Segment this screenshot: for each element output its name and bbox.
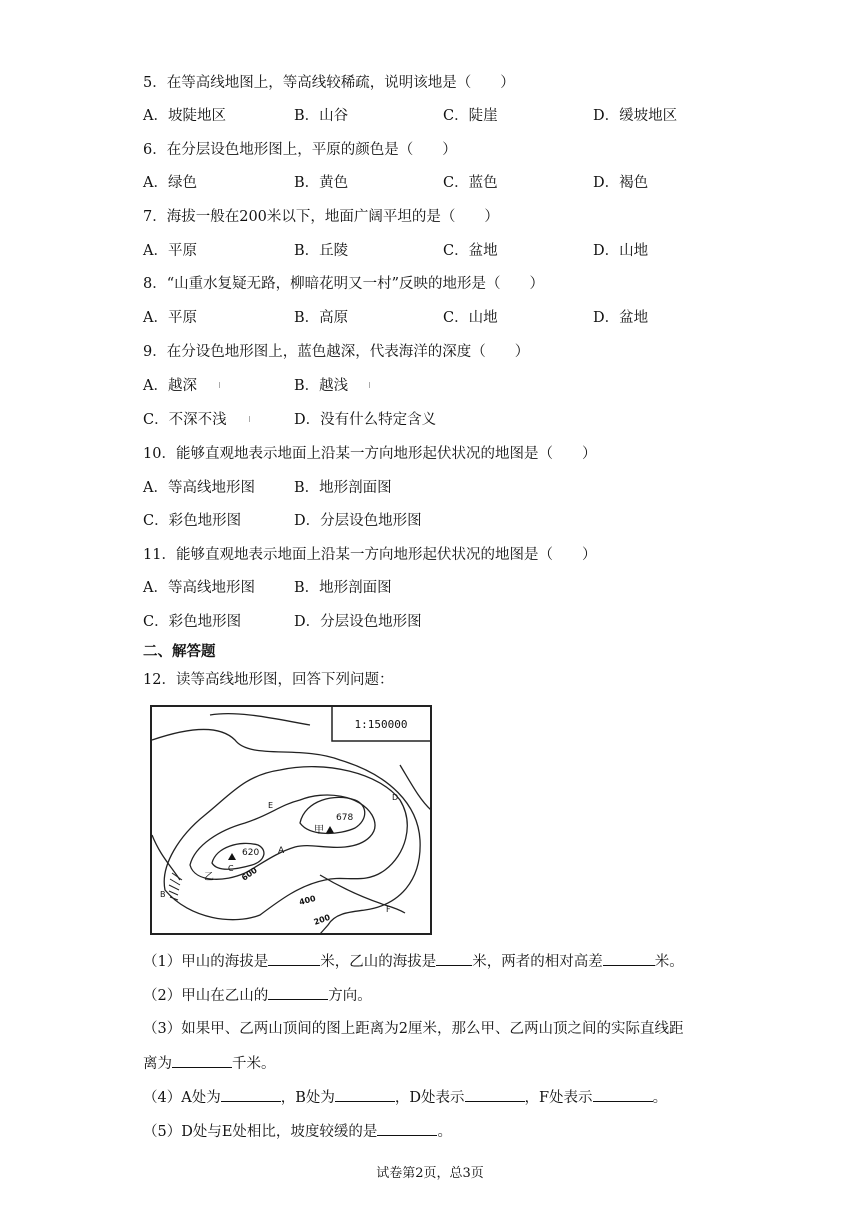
scan-mark — [249, 416, 250, 422]
q5-option-c: C．陡崖 — [443, 108, 498, 124]
q8-option-d: D．盆地 — [593, 310, 649, 326]
scan-mark — [219, 382, 220, 388]
q7-option-b: B．丘陵 — [294, 243, 349, 259]
answer-blank[interactable] — [465, 1087, 525, 1102]
scan-mark — [369, 382, 370, 388]
q8-option-b: B．高原 — [294, 310, 349, 326]
label-d: D — [392, 793, 399, 802]
q12-p1-text-b: 米，乙山的海拔是 — [320, 954, 437, 970]
section-heading: 二、解答题 — [143, 644, 216, 660]
label-620: 620 — [242, 848, 260, 858]
q12-part-3-cont — [143, 1053, 276, 1074]
map-scale: 1:150000 — [354, 718, 408, 731]
label-200: 200 — [312, 912, 332, 927]
q5-option-a: A．坡陡地区 — [143, 108, 226, 124]
q12-part-3: （3）如果甲、乙两山顶间的图上距离为2厘米，那么甲、乙两山顶之间的实际直线距 — [143, 1021, 684, 1037]
q11-option-c: C．彩色地形图 — [143, 614, 242, 630]
q12-p3-text-c: 千米。 — [232, 1056, 276, 1072]
q12-p4-text-e: 。 — [652, 1090, 668, 1106]
q7-option-a: A．平原 — [143, 243, 197, 259]
question-5-stem: 5．在等高线地图上，等高线较稀疏，说明该地是（ ） — [143, 75, 515, 91]
label-jia: 甲 — [314, 825, 324, 836]
q10-option-c: C．彩色地形图 — [143, 513, 242, 529]
q12-p1-text-d: 米。 — [654, 954, 684, 970]
q7-option-d: D．山地 — [593, 243, 649, 259]
q6-option-b: B．黄色 — [294, 175, 349, 191]
q5-option-b: B．山谷 — [294, 108, 349, 124]
q12-p4-text-d: ，F处表示 — [524, 1090, 593, 1106]
q8-option-a: A．平原 — [143, 310, 197, 326]
q12-p4-text-b: ，B处为 — [280, 1090, 335, 1106]
question-9-stem: 9．在分设色地形图上，蓝色越深，代表海洋的深度（ ） — [143, 344, 530, 360]
q6-option-d: D．褐色 — [593, 175, 649, 191]
answer-blank[interactable] — [268, 985, 328, 1000]
question-12-stem: 12．读等高线地形图，回答下列问题： — [143, 672, 394, 688]
q12-p3-text-b: 离为 — [143, 1056, 172, 1072]
q6-option-c: C．蓝色 — [443, 175, 498, 191]
label-c: C — [228, 864, 234, 873]
q10-option-d: D．分层设色地形图 — [294, 513, 422, 529]
q6-option-a: A．绿色 — [143, 175, 197, 191]
q9-option-c: C．不深不浅 — [143, 412, 227, 428]
q12-p2-text-b: 方向。 — [328, 988, 372, 1004]
q11-option-a: A．等高线地形图 — [143, 580, 255, 596]
label-b: B — [160, 890, 166, 899]
answer-blank[interactable] — [603, 951, 655, 966]
page-footer: 试卷第2页，总3页 — [376, 1166, 484, 1181]
q5-option-d: D．缓坡地区 — [593, 108, 678, 124]
q10-option-a: A．等高线地形图 — [143, 480, 255, 496]
q12-p5-text-a: （5）D处与E处相比，坡度较缓的是 — [143, 1124, 378, 1140]
question-11-stem: 11．能够直观地表示地面上沿某一方向地形起伏状况的地图是（ ） — [143, 547, 597, 563]
question-6-stem: 6．在分层设色地形图上，平原的颜色是（ ） — [143, 142, 457, 158]
answer-blank[interactable] — [436, 951, 472, 966]
q11-option-d: D．分层设色地形图 — [294, 614, 422, 630]
q8-option-c: C．山地 — [443, 310, 498, 326]
q12-part-5 — [143, 1121, 452, 1142]
q12-part-1 — [143, 951, 684, 972]
q7-option-c: C．盆地 — [443, 243, 498, 259]
q12-p4-text-a: （4）A处为 — [143, 1090, 221, 1106]
question-7-stem: 7．海拔一般在200米以下，地面广阔平坦的是（ ） — [143, 209, 499, 225]
q12-p1-text-c: 米，两者的相对高差 — [472, 954, 603, 970]
q12-part-4 — [143, 1087, 667, 1108]
answer-blank[interactable] — [335, 1087, 395, 1102]
answer-blank[interactable] — [268, 951, 320, 966]
q12-p4-text-c: ，D处表示 — [394, 1090, 465, 1106]
q11-option-b: B．地形剖面图 — [294, 580, 392, 596]
label-400: 400 — [298, 893, 317, 907]
question-10-stem: 10．能够直观地表示地面上沿某一方向地形起伏状况的地图是（ ） — [143, 446, 597, 462]
q10-option-b: B．地形剖面图 — [294, 480, 392, 496]
label-a: A — [278, 846, 285, 856]
q12-p1-text-a: （1）甲山的海拔是 — [143, 954, 269, 970]
answer-blank[interactable] — [221, 1087, 281, 1102]
label-600: 600 — [239, 865, 259, 883]
q9-option-a: A．越深 — [143, 378, 197, 394]
label-e: E — [268, 801, 274, 810]
q12-part-2 — [143, 985, 372, 1006]
answer-blank[interactable] — [172, 1053, 232, 1068]
question-8-stem: 8．“山重水复疑无路，柳暗花明又一村”反映的地形是（ ） — [143, 276, 545, 292]
q9-option-d: D．没有什么特定含义 — [294, 412, 437, 428]
label-678: 678 — [336, 813, 354, 823]
q12-p2-text-a: （2）甲山在乙山的 — [143, 988, 269, 1004]
label-f: F — [386, 905, 391, 914]
q9-option-b: B．越浅 — [294, 378, 349, 394]
label-yi: 乙 — [204, 872, 214, 883]
answer-blank[interactable] — [377, 1121, 437, 1136]
answer-blank[interactable] — [593, 1087, 653, 1102]
contour-map — [150, 705, 432, 935]
q12-p5-text-b: 。 — [437, 1124, 452, 1140]
